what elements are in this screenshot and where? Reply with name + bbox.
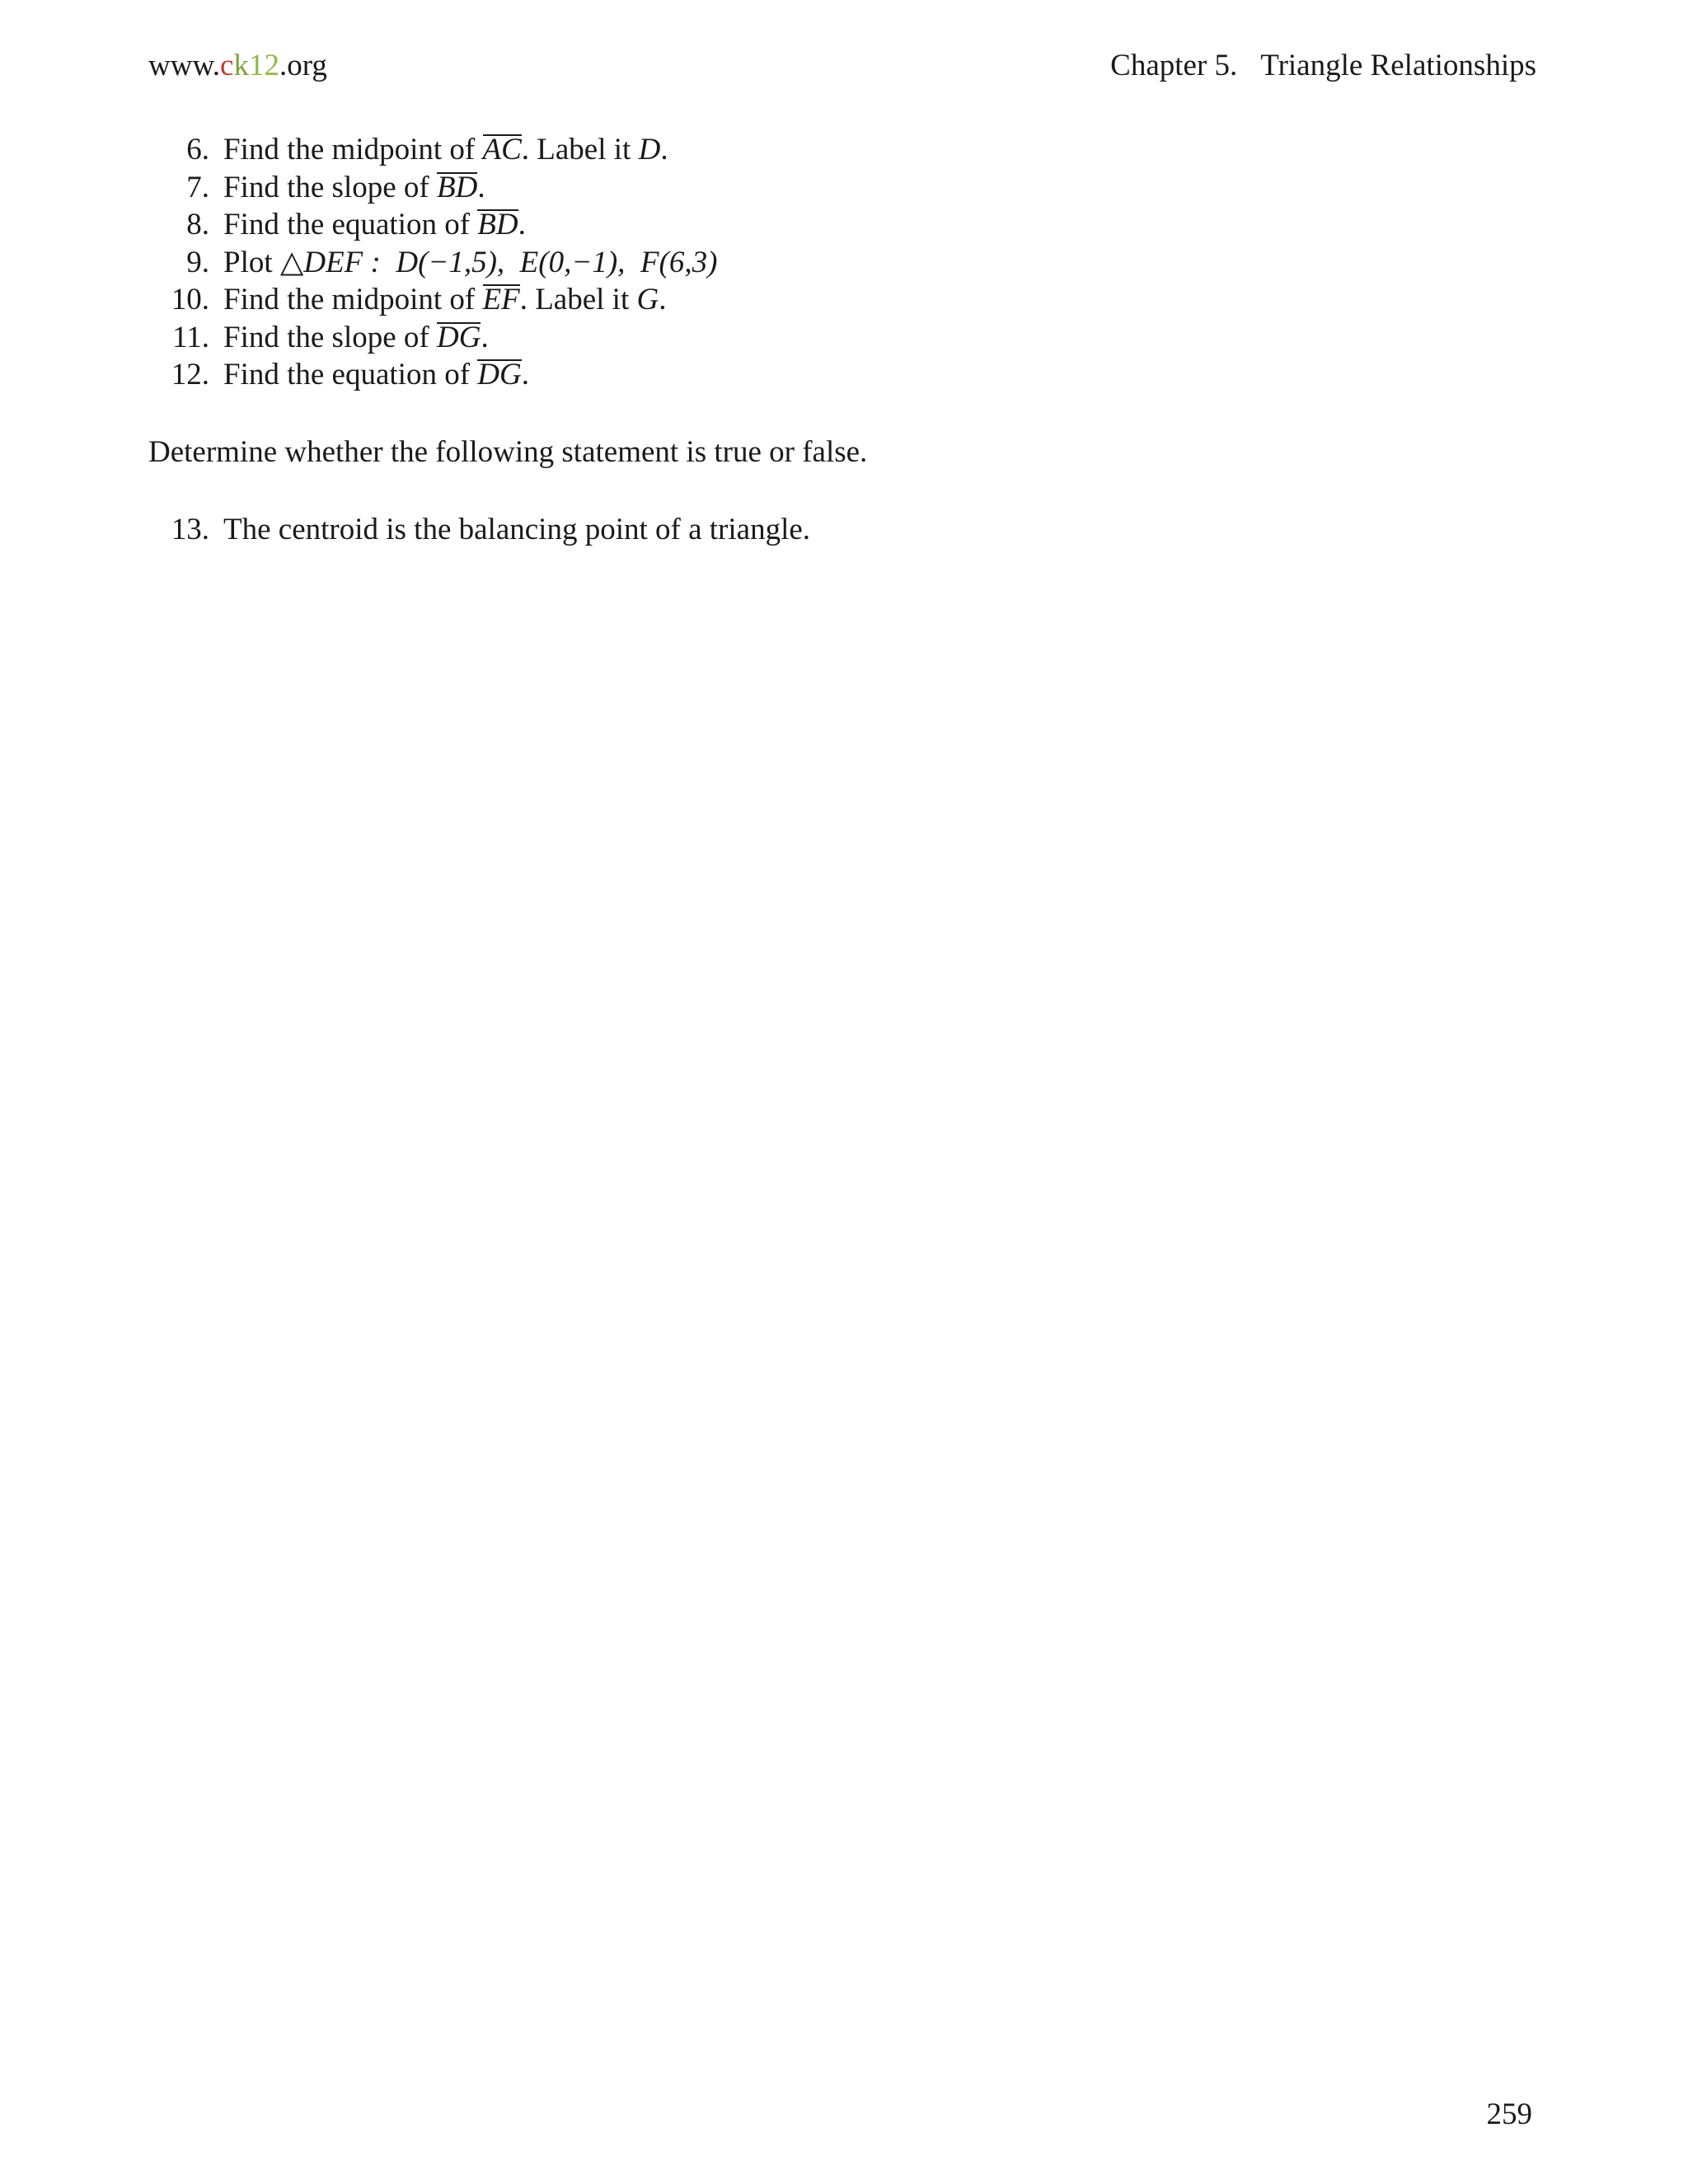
chapter-title: Triangle Relationships (1260, 49, 1536, 82)
exercise-text (223, 281, 666, 319)
text-segment: Find the equation of (223, 208, 478, 241)
site-logo-c: c (220, 49, 234, 82)
text-segment: Find the midpoint of (223, 283, 483, 316)
exercise-number: 9. (186, 245, 209, 279)
segment-ac: AC (482, 133, 522, 166)
instruction-text: Determine whether the following statement is true or false. (148, 435, 868, 469)
page-number: 259 (1486, 2097, 1532, 2131)
text-segment: Find the equation of (223, 358, 478, 391)
segment-dg: DG (436, 320, 481, 354)
exercise-number: 11. (172, 320, 209, 354)
site-logo-12: 12 (248, 49, 279, 82)
exercise-number: 13. (171, 513, 209, 546)
text-segment: . (518, 208, 526, 241)
segment-bd: BD (477, 208, 518, 241)
text-segment: Find the slope of (223, 320, 437, 354)
exercise-text (223, 244, 717, 282)
exercise-text (223, 206, 526, 244)
point-variable: D (638, 133, 661, 166)
point-variable: G (636, 283, 659, 316)
exercise-number: 12. (171, 358, 209, 391)
exercise-text (223, 131, 668, 169)
triangle-name: DEF (303, 245, 363, 279)
site-prefix: www. (148, 49, 221, 82)
site-url[interactable] (148, 46, 327, 86)
text-segment: . (481, 320, 489, 354)
triangle-coordinates: : D(−1,5), E(0,−1), F(6,3) (363, 245, 718, 279)
text-segment: Find the slope of (223, 170, 437, 204)
exercise-text (223, 169, 485, 207)
exercise-number: 10. (171, 283, 209, 316)
segment-dg: DG (477, 358, 522, 391)
text-segment: . (521, 358, 529, 391)
text-segment: . Label it (519, 283, 637, 316)
exercise-number: 6. (186, 133, 209, 166)
exercise-text (223, 319, 489, 357)
text-segment: . Label it (521, 133, 639, 166)
site-suffix: .org (279, 49, 327, 82)
exercise-number: 7. (186, 170, 209, 204)
site-logo-k: k (233, 49, 249, 82)
text-segment: . (660, 133, 668, 166)
text-segment: . (477, 170, 485, 204)
segment-ef: EF (482, 283, 520, 316)
exercise-number: 8. (186, 208, 209, 241)
exercise-text: The centroid is the balancing point of a triangle. (223, 513, 811, 546)
text-segment: Plot △ (223, 245, 304, 279)
text-segment: . (659, 283, 667, 316)
segment-bd: BD (436, 170, 478, 204)
exercise-text (223, 356, 529, 394)
chapter-label: Chapter 5. (1110, 49, 1238, 82)
running-header (1110, 46, 1536, 86)
text-segment: Find the midpoint of (223, 133, 483, 166)
